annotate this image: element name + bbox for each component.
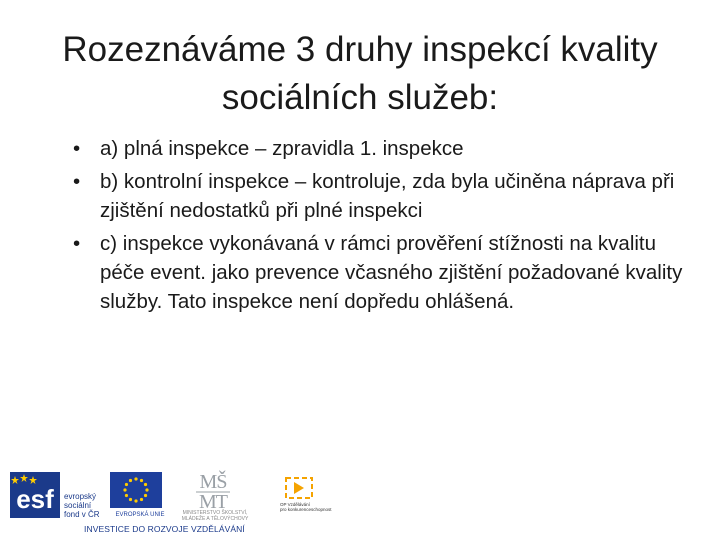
eu-flag-icon <box>110 472 162 508</box>
bullet-item-c <box>27 229 692 316</box>
bullet-dot: • <box>73 137 81 160</box>
title-line-2: sociálních služeb: <box>221 78 499 117</box>
eu-star <box>145 488 148 491</box>
eu-star <box>134 477 137 480</box>
bullet-list <box>27 134 692 320</box>
msmt-text-line-1: MINISTERSTVO ŠKOLSTVÍ, <box>182 510 248 516</box>
eu-star <box>129 498 132 501</box>
eu-star <box>125 494 128 497</box>
esf-text-line-1: evropský <box>64 492 97 501</box>
eu-star <box>140 479 143 482</box>
bullet-item-b <box>27 167 692 225</box>
eu-label: EVROPSKÁ UNIE <box>115 512 165 518</box>
title-line-1: Rozeznáváme 3 druhy inspekcí kvality <box>62 30 658 69</box>
esf-logo-icon <box>10 472 60 518</box>
msmt-logo-top: MŠ <box>199 471 227 493</box>
eu-star <box>123 488 126 491</box>
bullet-text-c: c) inspekce vykonávaná v rámci prověření stížnosti na kvalitu péče event. jako prevence včasného zjištění požadované kvality služby. Tato inspekce není dopředu ohlášená. <box>100 232 683 313</box>
op-text-line-2: pro konkurenceschopnost <box>280 507 332 512</box>
msmt-text-line-2: MLÁDEŽE A TĚLOVÝCHOVY <box>181 516 249 522</box>
esf-text-line-2: sociální <box>64 501 92 510</box>
op-logo-icon <box>280 474 320 502</box>
op-text-line-1: OP Vzdělávání <box>280 502 310 507</box>
msmt-logo-icon <box>190 466 236 510</box>
footer-logos <box>0 462 720 540</box>
eu-star <box>140 498 143 501</box>
esf-logo-letters: esf <box>16 484 54 514</box>
op-text <box>280 502 340 512</box>
slide-title <box>30 26 690 122</box>
investice-text: INVESTICE DO ROZVOJE VZDĚLÁVÁNÍ <box>84 524 245 534</box>
esf-text-line-3: fond v ČR <box>64 510 100 519</box>
bullet-dot: • <box>73 170 81 193</box>
bullet-text-b: b) kontrolní inspekce – kontroluje, zda byla učiněna náprava při zjištění nedostatků při plné inspekci <box>100 170 675 222</box>
msmt-text <box>165 510 265 522</box>
esf-text <box>64 492 100 519</box>
eu-star <box>129 479 132 482</box>
eu-star <box>134 499 137 502</box>
bullet-dot: • <box>73 232 81 255</box>
eu-star <box>125 483 128 486</box>
eu-star <box>144 483 147 486</box>
bullet-text-a: a) plná inspekce – zpravidla 1. inspekce <box>100 137 464 160</box>
eu-star <box>144 494 147 497</box>
msmt-logo-bottom: MT <box>199 491 227 510</box>
bullet-item-a <box>27 134 692 163</box>
